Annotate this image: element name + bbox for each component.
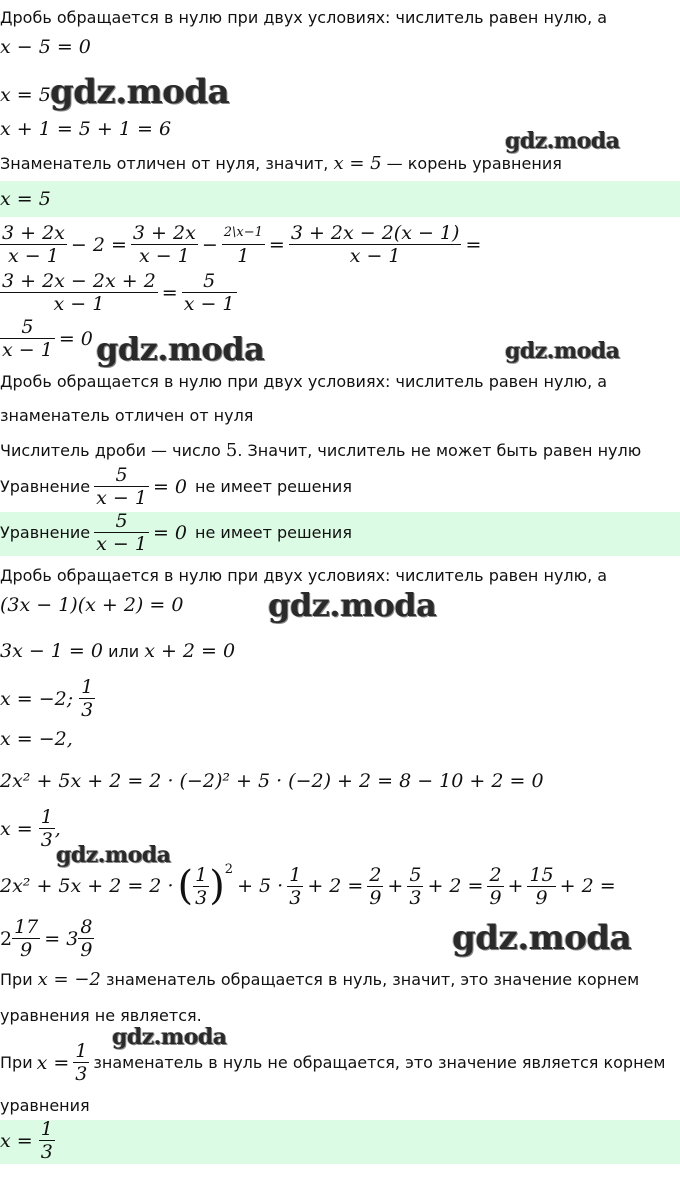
math-part: 3x − 1 = 0 (0, 640, 103, 662)
operator: = 0 (58, 327, 93, 350)
fraction: $\frac{1}{3}$ (81, 676, 94, 721)
text-part: — корень уравнения (381, 154, 562, 173)
text-part: не имеет решения (195, 477, 352, 496)
fraction-chain-2 (0, 270, 237, 315)
operator: − (201, 233, 218, 256)
fraction: $\frac{2}{9}$ (489, 863, 502, 909)
fraction: $\frac{3 + 2x - 2(x - 1)}{x - 1}$ (290, 222, 460, 267)
math-line: x = −2, (0, 728, 73, 750)
operator: = 0 (152, 521, 188, 544)
watermark: gdz.moda (96, 330, 265, 368)
text-part: Знаменатель отличен от нуля, значит, (0, 154, 334, 173)
watermark: gdz.moda (452, 918, 632, 958)
fraction: $\frac{3 + 2x}{x - 1}$ (2, 222, 65, 267)
text-part: Числитель дроби — число (0, 441, 226, 460)
watermark: gdz.moda (505, 338, 620, 364)
text-part: . Значит, числитель не может быть равен нулю (237, 441, 642, 460)
math-part: 2 (0, 927, 13, 950)
watermark: gdz.moda (112, 1024, 227, 1050)
answer-highlight-1 (0, 181, 680, 217)
fraction: $\frac{15}{9}$ (529, 863, 554, 909)
answer-1: x = 5 (0, 188, 51, 210)
math-part: x = (0, 817, 33, 840)
math-line: x + 1 = 5 + 1 = 6 (0, 118, 172, 140)
text-part: или (102, 642, 145, 661)
fraction-chain-1 (0, 222, 485, 267)
mixed-number-line (0, 916, 94, 961)
text-part: При (0, 970, 38, 989)
text-line: уравнения не является. (0, 1006, 202, 1025)
operator: + 2 = (307, 875, 364, 897)
fraction: $\frac{1}{3}$ (75, 1040, 88, 1085)
text-line: Дробь обращается в нулю при двух условиях: числитель равен нулю, а (0, 8, 608, 27)
operator: + (507, 875, 524, 897)
operator: = 3 (44, 927, 79, 950)
text-line (0, 970, 639, 990)
text-line: уравнения (0, 1096, 90, 1115)
fraction: $\frac{3 + 2x}{x - 1}$ (132, 222, 196, 267)
math-part: x = (36, 1051, 70, 1074)
operator: = (161, 281, 178, 304)
watermark: gdz.moda (268, 586, 437, 624)
math-part: x = (0, 1129, 33, 1152)
exponent: 2 (224, 862, 234, 877)
fraction: $\frac{5}{x - 1}$ (183, 270, 235, 315)
watermark: gdz.moda (56, 842, 171, 868)
math-line: x − 5 = 0 (0, 36, 91, 58)
fraction: $\frac{1}{3}$ (40, 1118, 53, 1163)
math-part: x = −2 (37, 969, 101, 990)
math-line: 2x² + 5x + 2 = 2 · (−2)² + 5 · (−2) + 2 = 8 − 10 + 2 = 0 (0, 770, 544, 792)
fraction: $\frac{8}{9}$ (80, 916, 93, 961)
math-part: 2x² + 5x + 2 = 2 · (0, 875, 174, 897)
text-line: Дробь обращается в нулю при двух условиях: числитель равен нулю, а (0, 566, 608, 585)
fraction: $\frac{17}{9}$ (14, 916, 39, 961)
operator: = (268, 233, 285, 256)
fraction: $\frac{1}{3}$ (195, 863, 208, 909)
math-line: (3x − 1)(x + 2) = 0 (0, 594, 184, 616)
math-line: x = 5 (0, 84, 51, 106)
text-line: знаменатель отличен от нуля (0, 406, 254, 425)
text-part: не имеет решения (195, 523, 352, 542)
math-part: x + 2 = 0 (144, 640, 236, 662)
answer-2 (0, 510, 356, 555)
fraction: $\frac{5}{x - 1}$ (2, 316, 53, 361)
fraction: $\frac{1}{3}$ (40, 806, 53, 851)
roots-line (0, 676, 95, 721)
math-part: x = 5 (333, 153, 382, 174)
fraction: $\frac{5}{3}$ (409, 863, 422, 909)
operator: + 5 · (237, 875, 284, 897)
fraction: $\frac{2\backslash x-1}{1}$ (222, 222, 265, 267)
root-line (0, 806, 61, 851)
text-part: знаменатель в нуль не обращается, это значение является корнем (93, 1053, 666, 1072)
text-part: Уравнение (0, 523, 91, 542)
paren: ) (209, 863, 225, 909)
text-part: знаменатель обращается в нуль, значит, это значение корнем (100, 970, 640, 989)
text-part: При (0, 1053, 33, 1072)
fraction-equation (0, 316, 97, 361)
equation-line (0, 464, 356, 509)
answer-3 (0, 1118, 55, 1163)
text-line (0, 1040, 669, 1085)
math-part: 5 (225, 440, 238, 461)
math-part: x = −2; (0, 687, 74, 710)
fraction: $\frac{2}{9}$ (369, 863, 382, 909)
operator: + 2 = (559, 875, 616, 897)
text-line: Дробь обращается в нулю при двух условиях: числитель равен нулю, а (0, 372, 608, 391)
substitution-line (0, 862, 620, 910)
operator: − 2 = (70, 233, 127, 256)
fraction: $\frac{3 + 2x - 2x + 2}{x - 1}$ (2, 270, 156, 315)
operator: = 0 (152, 475, 188, 498)
paren: ( (177, 863, 194, 909)
operator: + 2 = (427, 875, 484, 897)
text-part: Уравнение (0, 477, 91, 496)
fraction: $\frac{5}{x - 1}$ (96, 510, 147, 555)
operator: = (465, 233, 482, 256)
text-line (0, 441, 641, 461)
watermark: gdz.moda (505, 128, 620, 154)
fraction: $\frac{5}{x - 1}$ (96, 464, 147, 509)
math-line (0, 640, 235, 663)
operator: + (387, 875, 404, 897)
fraction: $\frac{1}{3}$ (289, 863, 302, 909)
watermark: gdz.moda (50, 72, 230, 112)
answer-highlight-3 (0, 1120, 680, 1164)
text-line (0, 154, 562, 174)
math-part: , (54, 817, 61, 840)
